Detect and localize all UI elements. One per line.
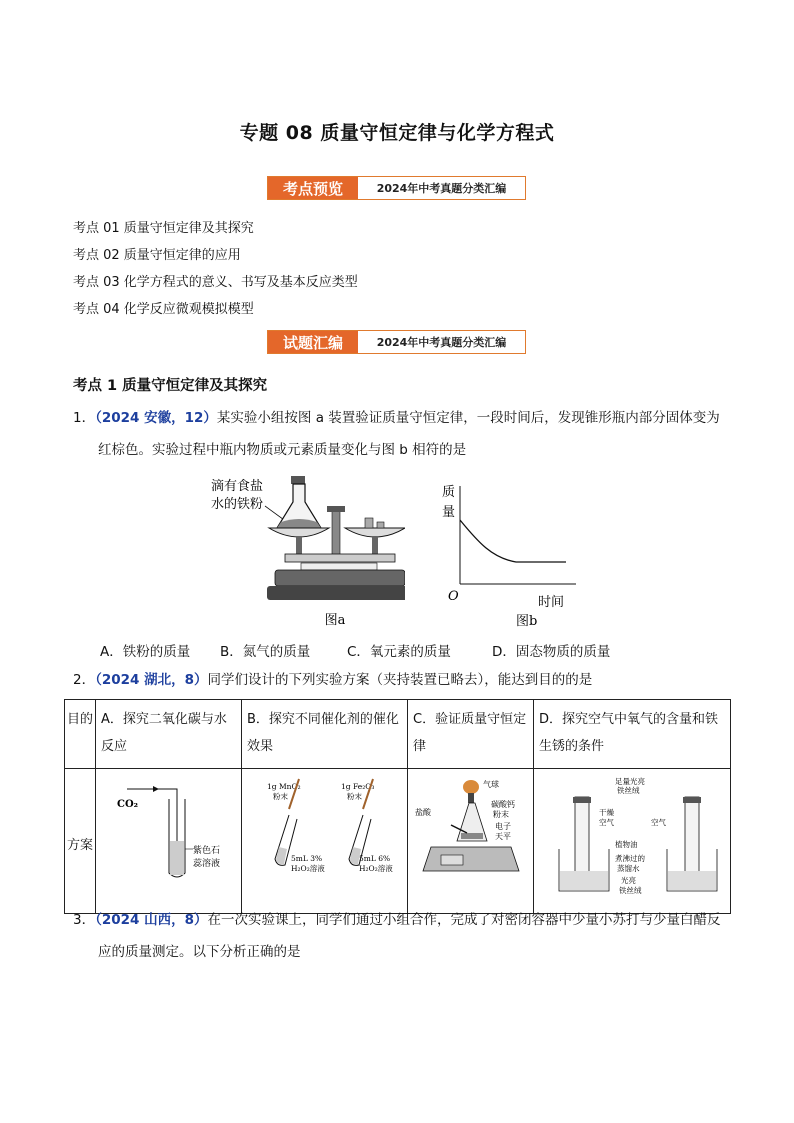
diagram-c-scale	[413, 775, 528, 890]
table-cell: D．探究空气中氧气的含量和铁生锈的条件	[534, 700, 731, 769]
diagram-b-catalyst	[247, 775, 402, 890]
table-cell-diagram-d	[534, 769, 731, 914]
option-b: B．氮气的质量	[220, 644, 311, 660]
table-cell-diagram-a	[96, 769, 242, 914]
diagram-a-gas-label: CO₂	[117, 799, 139, 810]
option-c: C．氧元素的质量	[347, 644, 451, 660]
question-2-line1: 2．（2024 湖北，8）同学们设计的下列实验方案（夹持装置已略去），能达到目的的是	[73, 672, 593, 688]
section-heading: 考点 1 质量守恒定律及其探究	[73, 378, 268, 394]
table-row-header: 方案	[65, 769, 96, 914]
diagram-d-label: 光亮	[621, 876, 636, 885]
figure-b-ylabel: 量	[442, 505, 456, 520]
table-cell-diagram-c	[408, 769, 534, 914]
table-row	[65, 769, 731, 914]
diagram-d-rust	[539, 775, 724, 897]
table-row	[65, 700, 731, 769]
diagram-d-label: 煮沸过的	[615, 854, 645, 863]
diagram-b-label: 1g Fe₂O₃	[341, 782, 375, 791]
diagram-b-label: 5mL 6%	[359, 854, 391, 863]
banner-subtitle: 2024年中考真题分类汇编	[376, 336, 507, 349]
diagram-b-label: 粉末	[273, 792, 288, 801]
diagram-d-label: 蒸馏水	[617, 864, 640, 873]
diagram-d-label: 空气	[651, 818, 666, 827]
figure-b-origin: O	[448, 589, 459, 604]
diagram-b-label: 粉末	[347, 792, 362, 801]
page-title: 专题 08 质量守恒定律与化学方程式	[239, 122, 555, 144]
diagram-b-label: 5mL 3%	[291, 854, 323, 863]
table-cell: B．探究不同催化剂的催化效果	[242, 700, 408, 769]
option-a: A．铁粉的质量	[100, 644, 191, 660]
question-source: （2024 安徽，12）	[95, 410, 217, 426]
table-cell: C．验证质量守恒定律	[408, 700, 534, 769]
figure-a-label: 滴有食盐	[211, 479, 264, 494]
diagram-b-label: 1g MnO₂	[267, 782, 301, 791]
diagram-c-label: 盐酸	[415, 808, 431, 817]
diagram-b-label: H₂O₂溶液	[291, 864, 325, 873]
question-3-line2: 应的质量测定。以下分析正确的是	[98, 944, 301, 960]
question-1-line2: 红棕色。实验过程中瓶内物质或元素质量变化与图 b 相符的是	[98, 442, 467, 458]
question-3-line1: 3．（2024 山西，8）在一次实验课上，同学们通过小组合作，完成了对密闭容器中少量小苏打与少量白醋反	[73, 912, 721, 928]
kaodian-item: 考点 04 化学反应微观模拟模型	[73, 302, 254, 317]
diagram-c-label: 碳酸钙	[491, 800, 515, 809]
figure-b-xlabel: 时间	[538, 595, 565, 610]
figure-b-curve	[460, 520, 566, 562]
diagram-d-label: 植物油	[615, 840, 638, 849]
diagram-d-label: 足量光亮	[615, 777, 645, 786]
diagram-c-label: 电子	[495, 822, 511, 831]
banner-subtitle: 2024年中考真题分类汇编	[376, 182, 507, 195]
banner-tag: 试题汇编	[268, 331, 358, 353]
diagram-c-label: 天平	[495, 832, 511, 841]
diagram-c-label: 粉末	[493, 810, 509, 819]
banner-exercises	[267, 330, 526, 354]
table-cell: A．探究二氧化碳与水反应	[96, 700, 242, 769]
diagram-d-label: 干燥	[599, 808, 614, 817]
figure-b-ylabel: 质	[442, 485, 456, 500]
question-1-line1: 1．（2024 安徽，12）某实验小组按图 a 装置验证质量守恒定律，一段时间后，发现锥形瓶内部分固体变为	[73, 410, 720, 426]
table-cell-diagram-b	[242, 769, 408, 914]
table-row-header: 目的	[65, 700, 96, 769]
banner-tag: 考点预览	[268, 177, 358, 199]
option-d: D．固态物质的质量	[492, 644, 611, 660]
figure-a-balance	[205, 470, 405, 630]
figure-b-caption: 图b	[516, 614, 538, 629]
diagram-a-liquid-label: 蕊溶液	[193, 859, 221, 869]
diagram-b-label: H₂O₂溶液	[359, 864, 393, 873]
figure-a-caption: 图a	[324, 613, 346, 628]
figure-b-graph	[438, 476, 588, 631]
kaodian-item: 考点 02 质量守恒定律的应用	[73, 248, 241, 263]
diagram-c-label: 气球	[483, 780, 499, 789]
experiment-table	[64, 699, 731, 914]
kaodian-item: 考点 03 化学方程式的意义、书写及基本反应类型	[73, 275, 358, 290]
question-source: （2024 山西，8）	[95, 912, 208, 928]
diagram-d-label: 铁丝绒	[617, 786, 640, 795]
diagram-a-co2	[101, 775, 236, 890]
diagram-d-label: 铁丝绒	[619, 886, 642, 895]
diagram-a-liquid-label: 紫色石	[193, 846, 221, 856]
question-source: （2024 湖北，8）	[95, 672, 208, 688]
diagram-d-label: 空气	[599, 818, 614, 827]
figure-a-label: 水的铁粉	[211, 497, 264, 512]
kaodian-item: 考点 01 质量守恒定律及其探究	[73, 221, 254, 236]
banner-preview	[267, 176, 526, 200]
